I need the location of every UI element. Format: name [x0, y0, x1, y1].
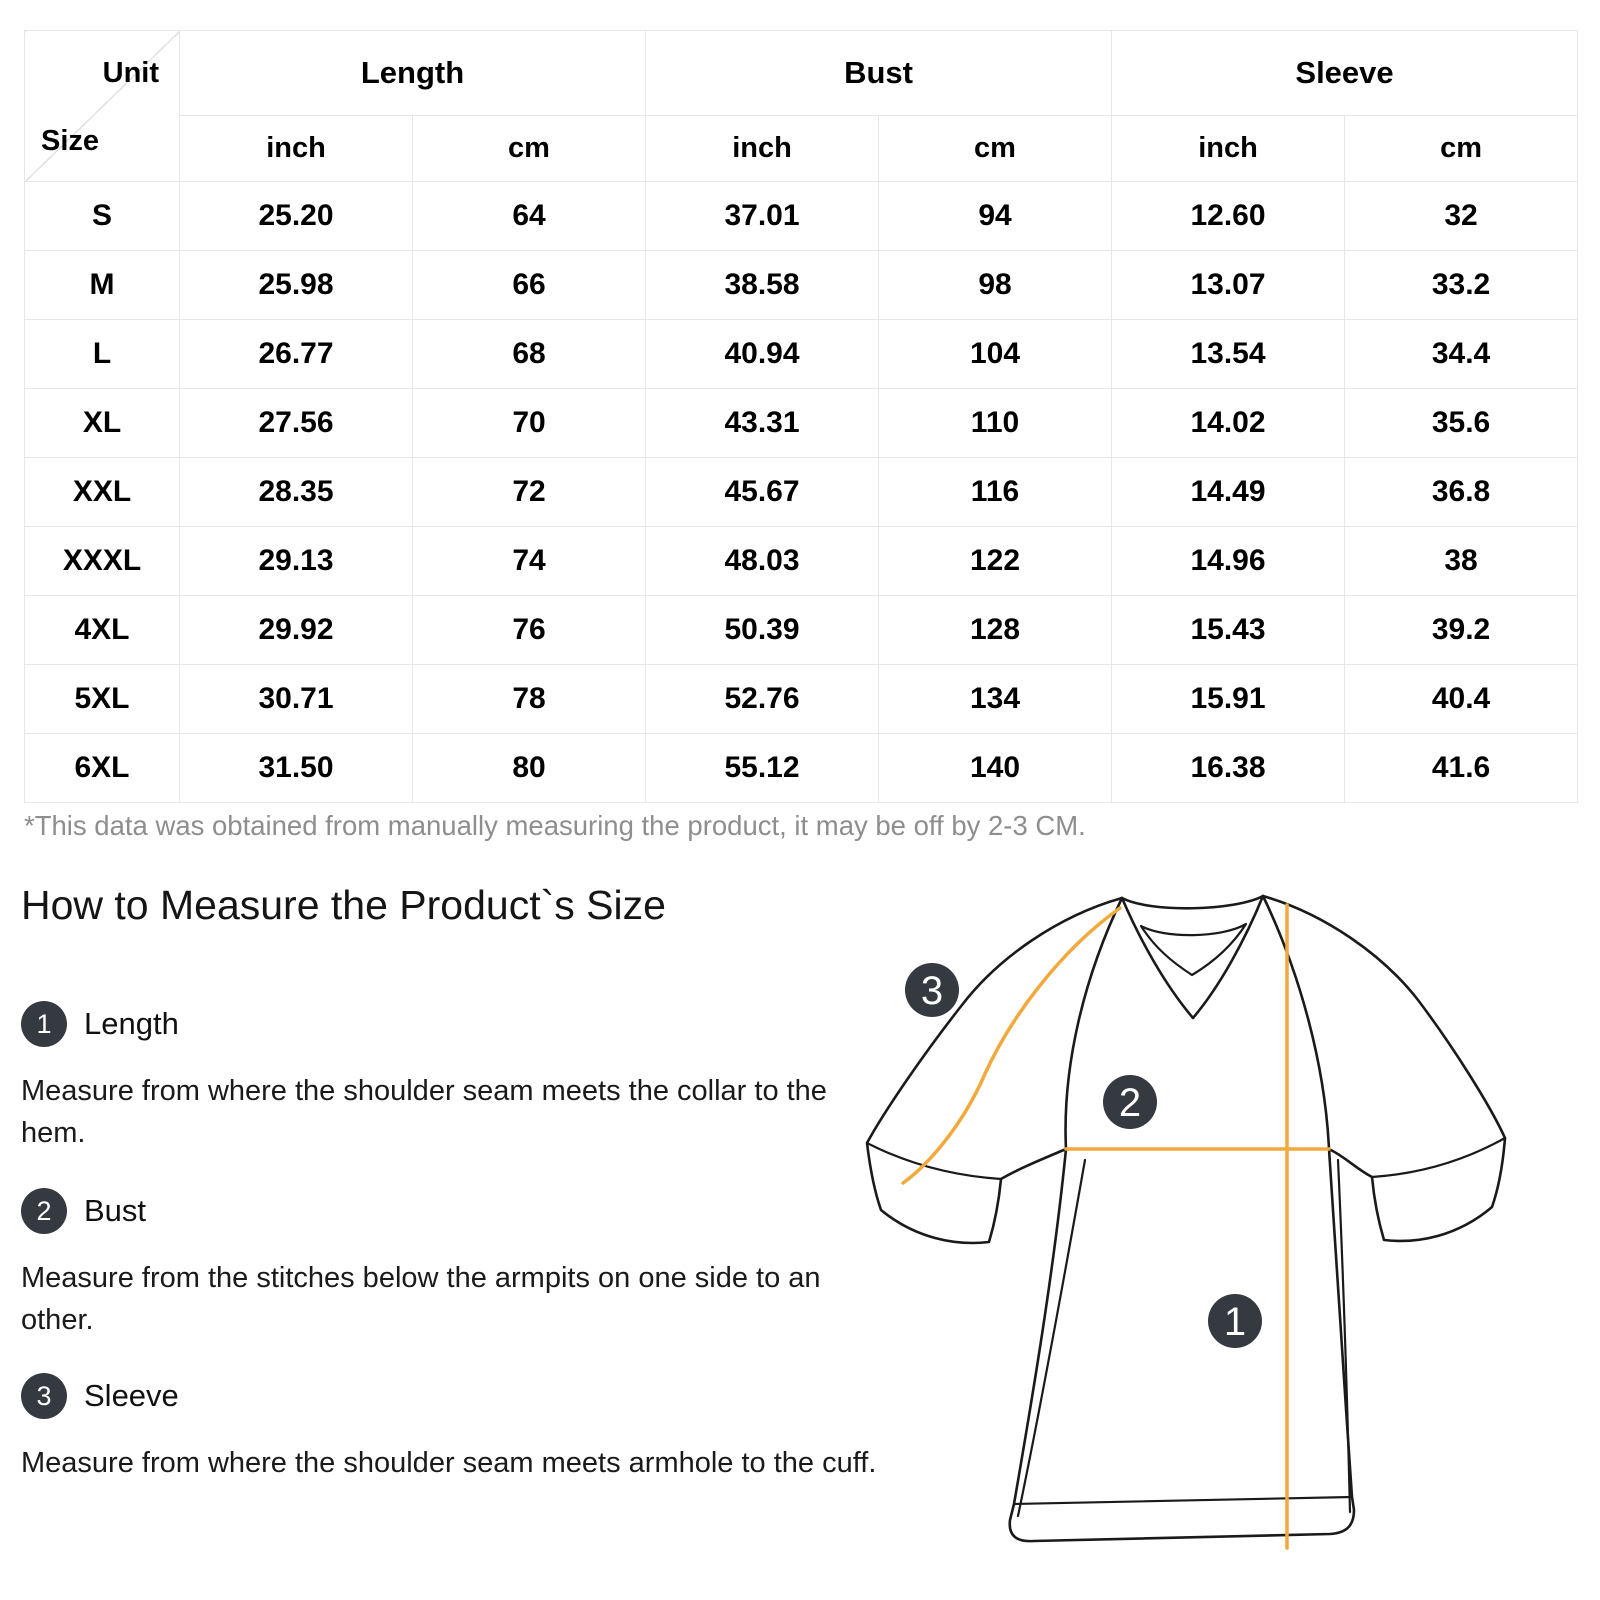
table-row-4xl: [25, 596, 1578, 665]
table-cell: 13.07: [1112, 251, 1345, 320]
table-cell: 29.13: [180, 527, 413, 596]
table-cell: 29.92: [180, 596, 413, 665]
table-cell: 40.94: [646, 320, 879, 389]
table-cell: 134: [879, 665, 1112, 734]
sleeve-measure-line: [903, 908, 1120, 1183]
table-cell: 14.49: [1112, 458, 1345, 527]
table-cell: 40.4: [1345, 665, 1578, 734]
table-cell: 25.20: [180, 182, 413, 251]
table-cell: 28.35: [180, 458, 413, 527]
table-cell: 104: [879, 320, 1112, 389]
table-cell: 35.6: [1345, 389, 1578, 458]
table-cell: 70: [413, 389, 646, 458]
number-badge-2: 2: [21, 1188, 67, 1234]
left-underarm-seam: [1001, 1149, 1066, 1179]
column-group-bust: Bust: [646, 31, 1112, 116]
diagram-badge-1: [1208, 1294, 1262, 1348]
table-row-xxl: [25, 458, 1578, 527]
table-cell: 15.91: [1112, 665, 1345, 734]
table-cell: 37.01: [646, 182, 879, 251]
table-cell: 94: [879, 182, 1112, 251]
size-cell: 4XL: [25, 596, 180, 665]
badge-number: 3: [920, 969, 944, 1013]
table-cell: 140: [879, 734, 1112, 803]
size-cell: M: [25, 251, 180, 320]
diagram-badge-2: [1103, 1075, 1157, 1129]
table-cell: 14.96: [1112, 527, 1345, 596]
right-side-inner-seam: [1338, 1160, 1350, 1512]
table-cell: 27.56: [180, 389, 413, 458]
measure-item-label: Bust: [84, 1193, 147, 1228]
left-cuff-seam: [867, 1143, 1001, 1179]
table-row-xxxl: [25, 527, 1578, 596]
number-badge-3: 3: [21, 1373, 67, 1419]
badge-number: 1: [1223, 1300, 1247, 1344]
table-cell: 39.2: [1345, 596, 1578, 665]
size-cell: L: [25, 320, 180, 389]
table-cell: 45.67: [646, 458, 879, 527]
measure-item-sleeve: [21, 1373, 179, 1419]
diagram-badge-3: [905, 963, 959, 1017]
table-cell: 64: [413, 182, 646, 251]
measure-item-label: Sleeve: [84, 1378, 179, 1413]
table-footnote: *This data was obtained from manually measuring the product, it may be off by 2-3 CM.: [24, 810, 1086, 841]
body-outline: [1010, 1149, 1354, 1541]
measure-item-description: Measure from where the shoulder seam meets armhole to the cuff.: [21, 1447, 877, 1479]
measure-item-bust: [21, 1188, 146, 1234]
table-cell: 38: [1345, 527, 1578, 596]
unit-header: cm: [1345, 116, 1578, 182]
unit-header: inch: [646, 116, 879, 182]
table-cell: 43.31: [646, 389, 879, 458]
table-cell: 52.76: [646, 665, 879, 734]
tshirt-measure-diagram: [860, 840, 1520, 1560]
table-cell: 13.54: [1112, 320, 1345, 389]
table-cell: 80: [413, 734, 646, 803]
size-cell: S: [25, 182, 180, 251]
table-row-l: [25, 320, 1578, 389]
left-sleeve-outline: [867, 898, 1122, 1243]
table-cell: 30.71: [180, 665, 413, 734]
unit-header: cm: [879, 116, 1112, 182]
size-cell: XL: [25, 389, 180, 458]
measure-item-description: Measure from where the shoulder seam meets the collar to the hem.: [21, 1075, 827, 1150]
table-cell: 32: [1345, 182, 1578, 251]
corner-unit-label: Unit: [102, 57, 159, 89]
table-cell: 25.98: [180, 251, 413, 320]
right-underarm-seam: [1329, 1149, 1372, 1177]
table-row-6xl: [25, 734, 1578, 803]
number-badge-1: 1: [21, 1001, 67, 1047]
table-cell: 68: [413, 320, 646, 389]
table-cell: 122: [879, 527, 1112, 596]
table-cell: 74: [413, 527, 646, 596]
measure-item-label: Length: [84, 1006, 179, 1041]
table-cell: 38.58: [646, 251, 879, 320]
table-row-s: [25, 182, 1578, 251]
table-row-5xl: [25, 665, 1578, 734]
table-cell: 26.77: [180, 320, 413, 389]
table-row-m: [25, 251, 1578, 320]
unit-header: cm: [413, 116, 646, 182]
table-cell: 36.8: [1345, 458, 1578, 527]
size-cell: 5XL: [25, 665, 180, 734]
size-cell: 6XL: [25, 734, 180, 803]
corner-size-label: Size: [41, 125, 100, 157]
table-cell: 16.38: [1112, 734, 1345, 803]
table-cell: 41.6: [1345, 734, 1578, 803]
table-cell: 98: [879, 251, 1112, 320]
right-cuff-seam: [1372, 1138, 1505, 1177]
table-cell: 14.02: [1112, 389, 1345, 458]
table-cell: 50.39: [646, 596, 879, 665]
corner-cell: [25, 31, 180, 182]
table-cell: 128: [879, 596, 1112, 665]
unit-header: inch: [1112, 116, 1345, 182]
right-sleeve-outline: [1263, 896, 1505, 1241]
table-cell: 31.50: [180, 734, 413, 803]
table-cell: 33.2: [1345, 251, 1578, 320]
hem-band-seam: [1014, 1497, 1352, 1504]
table-cell: 55.12: [646, 734, 879, 803]
table-cell: 48.03: [646, 527, 879, 596]
table-cell: 76: [413, 596, 646, 665]
how-to-measure-title: How to Measure the Product`s Size: [21, 882, 666, 928]
size-cell: XXXL: [25, 527, 180, 596]
unit-header: inch: [180, 116, 413, 182]
table-cell: 15.43: [1112, 596, 1345, 665]
table-row-xl: [25, 389, 1578, 458]
measure-item-length: [21, 1001, 179, 1047]
table-cell: 110: [879, 389, 1112, 458]
collar-outline: [1122, 896, 1263, 1018]
table-cell: 34.4: [1345, 320, 1578, 389]
size-chart-table: [24, 30, 1578, 803]
table-cell: 72: [413, 458, 646, 527]
table-cell: 66: [413, 251, 646, 320]
right-raglan-seam: [1263, 896, 1329, 1149]
badge-number: 2: [1118, 1081, 1142, 1125]
left-side-inner-seam: [1018, 1160, 1085, 1516]
column-group-sleeve: Sleeve: [1112, 31, 1578, 116]
table-cell: 116: [879, 458, 1112, 527]
column-group-length: Length: [180, 31, 646, 116]
table-cell: 12.60: [1112, 182, 1345, 251]
size-cell: XXL: [25, 458, 180, 527]
measure-item-description: Measure from the stitches below the armpits on one side to an other.: [21, 1262, 821, 1337]
table-cell: 78: [413, 665, 646, 734]
